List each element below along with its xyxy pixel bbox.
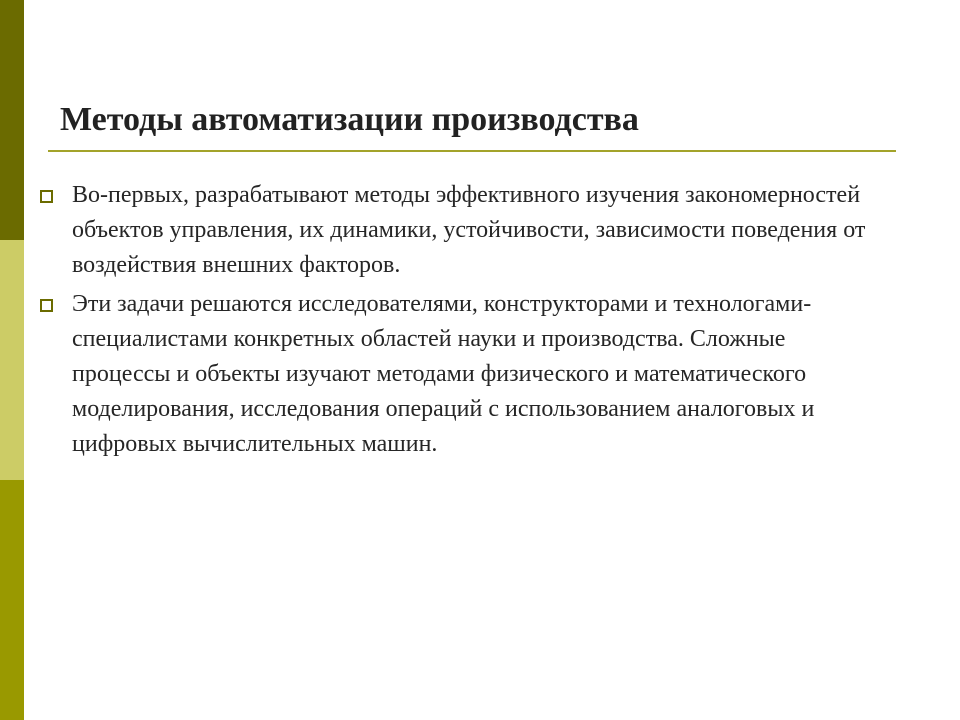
bullet-list [38, 178, 868, 466]
bullet-item [38, 178, 868, 283]
bullet-item [38, 287, 868, 462]
hollow-square-bullet-icon [40, 190, 53, 203]
side-bar-segment-dark [0, 0, 24, 240]
title-underline [48, 150, 896, 152]
bullet-text: Эти задачи решаются исследователями, конструкторами и технологами-специалистами конкретных областей науки и производства. Сложные процессы и объекты изучают методами физического и математического моделирования, исследования операций с использованием аналоговых и цифровых вычислительных машин. [72, 291, 815, 457]
hollow-square-bullet-icon [40, 299, 53, 312]
side-bar-segment-light [0, 240, 24, 480]
bullet-text: Во-первых, разрабатывают методы эффективного изучения закономерностей объектов управления, их динамики, устойчивости, зависимости поведения от воздействия внешних факторов. [72, 182, 866, 278]
side-bar-segment-mid [0, 480, 24, 720]
side-decoration-bar [0, 0, 24, 720]
slide-title: Методы автоматизации производства [60, 101, 639, 138]
